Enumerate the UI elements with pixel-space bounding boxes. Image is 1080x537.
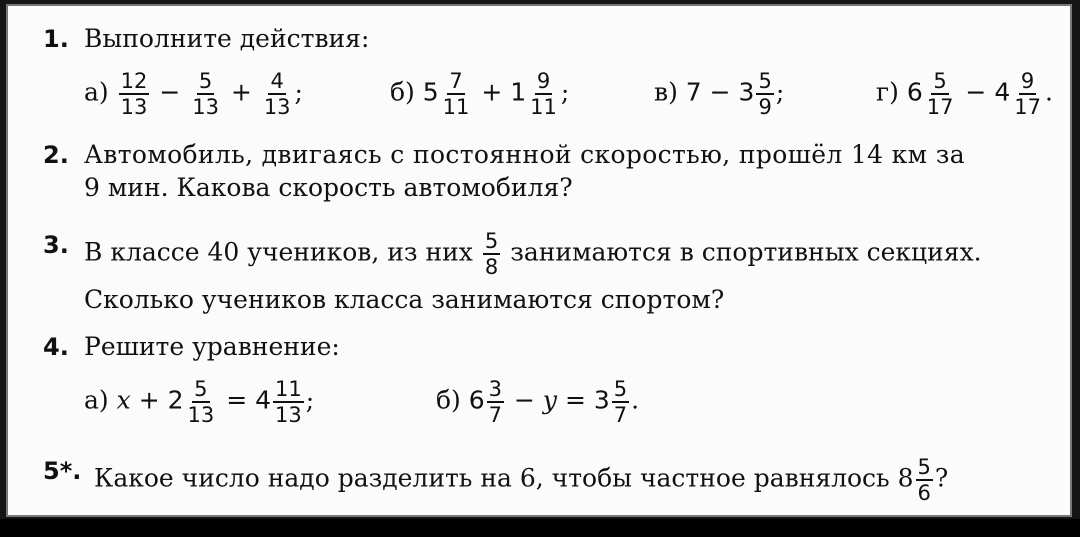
task-2-number: 2.: [43, 141, 69, 169]
fraction: $\frac{3}{7}$: [488, 377, 503, 427]
task-1v-expression: в) 7 − 3 $\frac{5}{9}$ ;: [654, 69, 785, 119]
fraction: $\frac{5}{9}$: [758, 69, 772, 119]
task-1g-expression: г) 6 $\frac{5}{17}$ − 4 $\frac{9}{17}$ .: [876, 69, 1053, 119]
task-4a-equation: а) x + 2 $\frac{5}{13}$ = 4 $\frac{11}{13}$ ;: [84, 377, 315, 427]
fraction: $\frac{5}{17}$: [926, 69, 954, 119]
task-3-line-1: В классе 40 учеников, из них $\frac{5}{8}$ занимаются в спортивных секциях.: [84, 229, 982, 279]
fraction: $\frac{12}{13}$: [120, 69, 148, 119]
bottom-bar: [0, 519, 1080, 537]
fraction: $\frac{11}{13}$: [275, 377, 302, 427]
task-5-text: Какое число надо разделить на 6, чтобы частное равнялось 8 $\frac{5}{6}$ ?: [94, 455, 949, 505]
task-3-number: 3.: [43, 231, 69, 259]
task-3-line-2: Сколько учеников класса занимаются спортом?: [84, 285, 725, 314]
task-1a-expression: а) $\frac{12}{13}$ − $\frac{5}{13}$ + $\frac{4}{13}$ ;: [84, 69, 303, 119]
fraction: $\frac{5}{6}$: [917, 455, 931, 505]
fraction: $\frac{9}{11}$: [530, 69, 557, 119]
task-2-line-1: Автомобиль, двигаясь с постоянной скоростью, прошёл 14 км за: [84, 140, 965, 169]
fraction: $\frac{7}{11}$: [442, 69, 470, 119]
task-1a-label: а): [84, 77, 109, 107]
task-1-title: Выполните действия:: [84, 24, 370, 53]
fraction: $\frac{5}{7}$: [613, 377, 628, 427]
task-2-line-2: 9 мин. Какова скорость автомобиля?: [84, 173, 573, 202]
task-1b-expression: б) 5 $\frac{7}{11}$ + 1 $\frac{9}{11}$ ;: [390, 69, 570, 119]
task-4-title: Решите уравнение:: [84, 332, 340, 361]
task-4b-equation: б) 6 $\frac{3}{7}$ − y = 3 $\frac{5}{7}$ .: [436, 377, 640, 427]
task-1-number: 1.: [43, 25, 69, 53]
fraction: $\frac{5}{13}$: [187, 377, 215, 427]
worksheet: [6, 4, 1072, 517]
fraction: $\frac{4}{13}$: [263, 69, 291, 119]
task-5-number: 5*.: [43, 457, 82, 485]
fraction: $\frac{5}{8}$: [484, 229, 499, 279]
fraction: $\frac{5}{13}$: [192, 69, 219, 119]
task-4-number: 4.: [43, 333, 69, 361]
fraction: $\frac{9}{17}$: [1014, 69, 1041, 119]
